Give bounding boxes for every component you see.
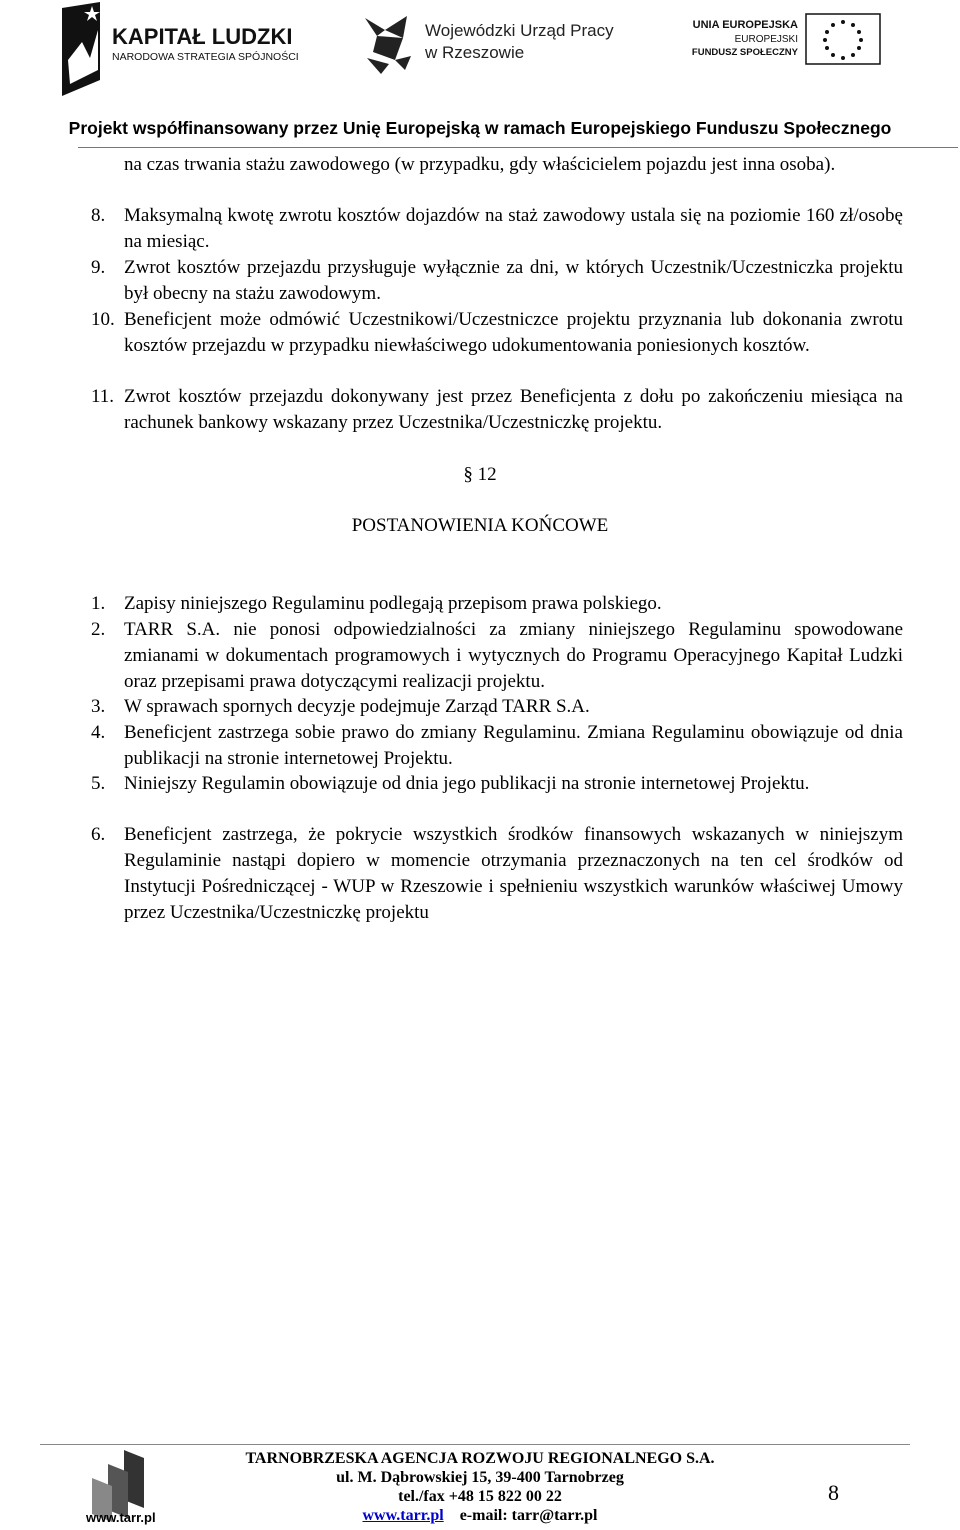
final-item-6: Beneficjent zastrzega, że pokrycie wszystkich środków finansowych wskazanych w niniejszym Regulaminie nastąpi dopiero w momencie otrzymania przeznaczonych na ten cel środków od Instytucji Pośredniczącej - WUP w Rzeszowie i spełnieniu wszystkich warunków właściwej Umowy przez Uczestnika/Uczestniczkę projektu bbox=[124, 824, 903, 923]
list-item-10: Beneficjent może odmówić Uczestnikowi/Uczestniczce projektu przyznania lub dokonania zwrotu kosztów przejazdu w przypadku niewłaściwego udokumentowania poniesionych kosztów. bbox=[124, 309, 903, 356]
section-title: POSTANOWIENIA KOŃCOWE bbox=[351, 515, 609, 536]
list-number: 8. bbox=[91, 205, 106, 226]
footer-email[interactable]: e-mail: tarr@tarr.pl bbox=[459, 1507, 598, 1524]
footer-contact bbox=[0, 1507, 960, 1525]
footer-phone: tel./fax +48 15 822 00 22 bbox=[398, 1488, 562, 1505]
list-number: 9. bbox=[91, 257, 106, 278]
wup-line2: w Rzeszowie bbox=[425, 43, 525, 62]
list-number: 3. bbox=[91, 696, 106, 717]
footer-website-link[interactable]: www.tarr.pl bbox=[362, 1507, 444, 1524]
final-item-1: Zapisy niniejszego Regulaminu podlegają przepisom prawa polskiego. bbox=[124, 593, 662, 614]
list-number: 10. bbox=[91, 309, 115, 330]
final-item-3: W sprawach spornych decyzje podejmuje Zarząd TARR S.A. bbox=[124, 696, 590, 717]
page-header bbox=[0, 0, 960, 150]
header-divider bbox=[78, 147, 958, 148]
footer-divider bbox=[40, 1444, 910, 1445]
list-number: 1. bbox=[91, 593, 106, 614]
eu-line1: UNIA EUROPEJSKA bbox=[692, 19, 798, 31]
final-item-2: TARR S.A. nie ponosi odpowiedzialności za zmiany niniejszego Regulaminu spowodowane zmianami w dokumentach programowych i wytycznych do Programu Operacyjnego Kapitał Ludzki oraz przepisami prawa dotyczącymi realizacji projektu. bbox=[124, 619, 903, 692]
final-item-4: Beneficjent zastrzega sobie prawo do zmiany Regulaminu. Zmiana Regulaminu obowiązuje od dnia publikacji na stronie internetowej Projektu. bbox=[124, 722, 903, 769]
footer-address: ul. M. Dąbrowskiej 15, 39-400 Tarnobrzeg bbox=[336, 1469, 624, 1486]
eu-line2: EUROPEJSKI bbox=[734, 34, 798, 45]
list-item-8: Maksymalną kwotę zwrotu kosztów dojazdów na staż zawodowy ustala się na poziomie 160 zł/osobę na miesiąc. bbox=[124, 205, 903, 252]
wup-line1: Wojewódzki Urząd Pracy bbox=[425, 21, 614, 40]
list-number: 11. bbox=[91, 386, 115, 407]
kapital-ludzki-name: KAPITAŁ LUDZKI bbox=[112, 24, 293, 49]
footer-left-url[interactable]: www.tarr.pl bbox=[86, 1510, 156, 1525]
paragraph-mark: § 12 bbox=[463, 464, 497, 485]
list-number: 6. bbox=[91, 824, 106, 845]
footer-org: TARNOBRZESKA AGENCJA ROZWOJU REGIONALNEGO S.A. bbox=[245, 1450, 715, 1467]
wup-logo bbox=[355, 8, 625, 78]
list-item-11: Zwrot kosztów przejazdu dokonywany jest przez Beneficjenta z dołu po zakończeniu miesiąca na rachunek bankowy wskazany przez Uczestnika/Uczestniczkę projektu. bbox=[124, 386, 903, 433]
list-number: 5. bbox=[91, 773, 106, 794]
list-number: 2. bbox=[91, 619, 106, 640]
final-item-5: Niniejszy Regulamin obowiązuje od dnia jego publikacji na stronie internetowej Projektu. bbox=[124, 773, 810, 794]
page-number: 8 bbox=[828, 1480, 839, 1505]
list-number: 4. bbox=[91, 722, 106, 743]
cofinancing-caption: Projekt współfinansowany przez Unię Europejską w ramach Europejskiego Funduszu Społecznego bbox=[68, 118, 892, 138]
list-item-9: Zwrot kosztów przejazdu przysługuje wyłącznie za dni, w których Uczestnik/Uczestniczka projektu był obecny na stażu zawodowym. bbox=[124, 257, 903, 304]
page-footer bbox=[0, 1440, 960, 1530]
kapital-ludzki-logo bbox=[60, 0, 310, 110]
eu-line3: FUNDUSZ SPOŁECZNY bbox=[691, 47, 798, 58]
kapital-ludzki-sub: NARODOWA STRATEGIA SPÓJNOŚCI bbox=[112, 51, 299, 63]
list-item-continuation: na czas trwania stażu zawodowego (w przypadku, gdy właścicielem pojazdu jest inna osoba). bbox=[124, 154, 836, 175]
eu-logo bbox=[690, 12, 890, 72]
